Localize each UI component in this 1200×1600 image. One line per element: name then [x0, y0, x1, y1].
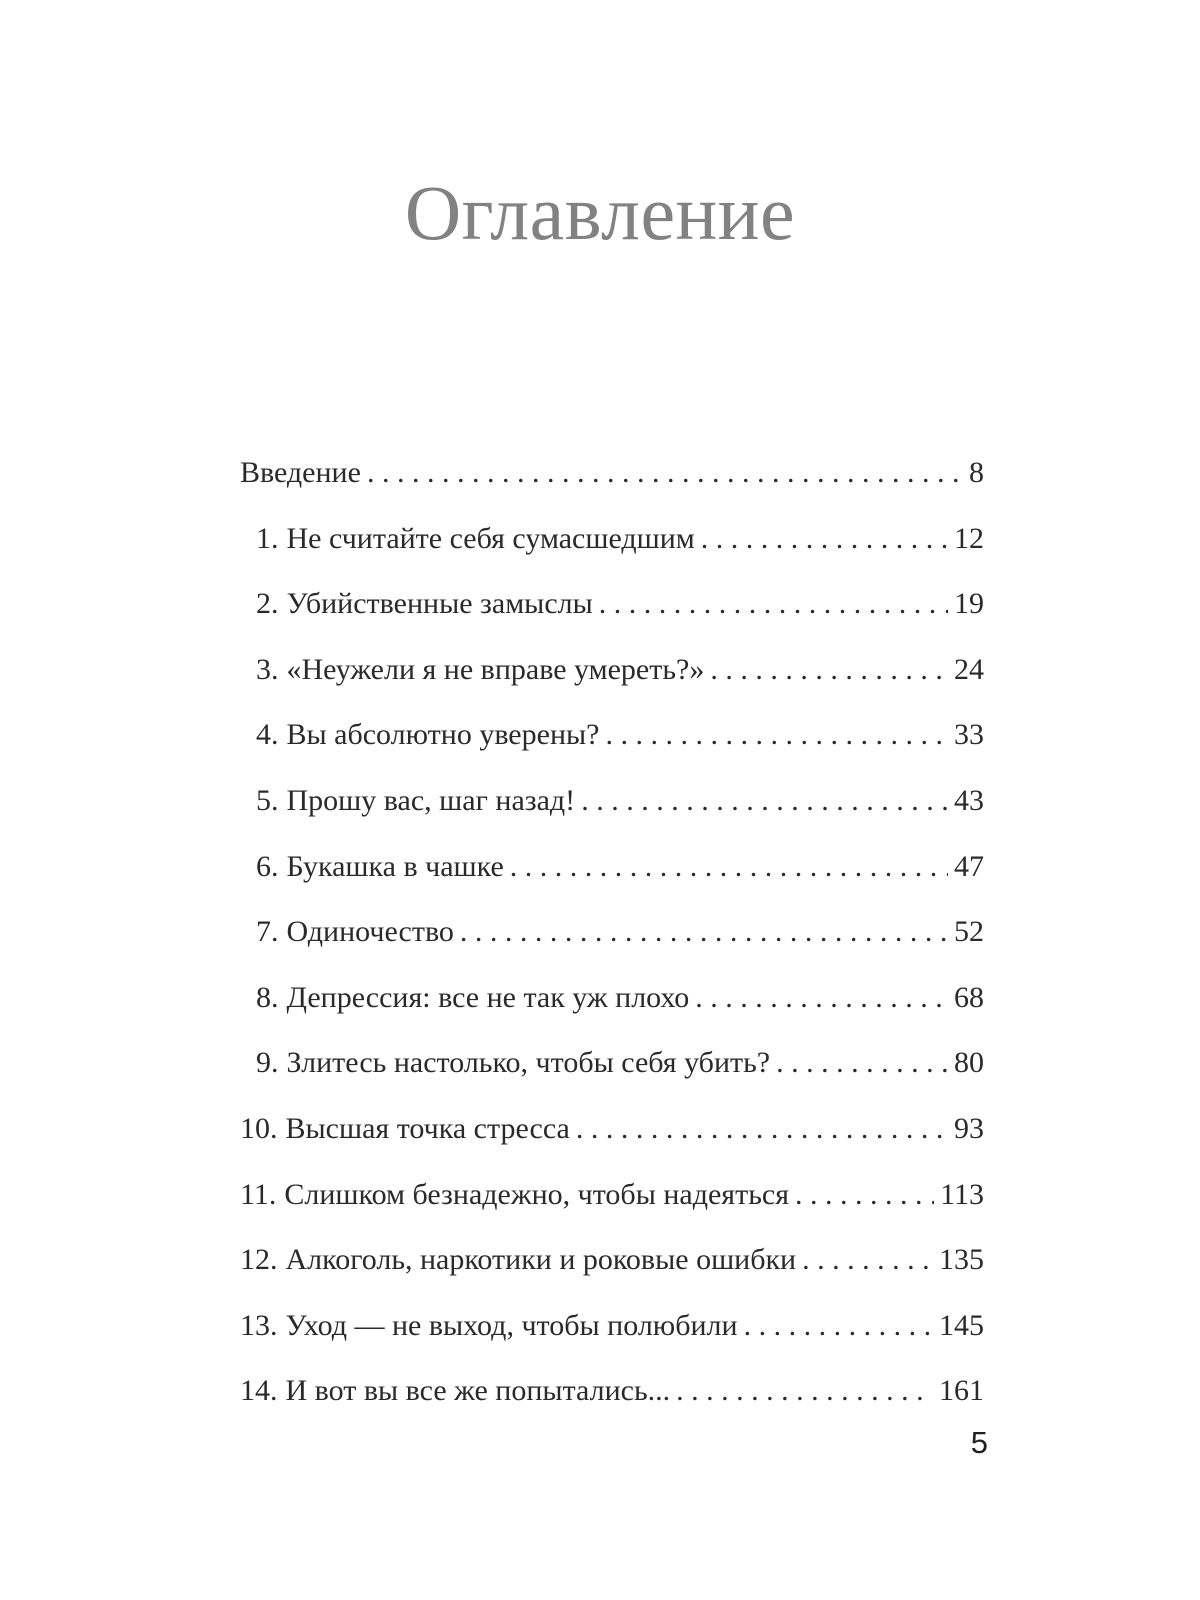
- toc-entry: [240, 1308, 984, 1374]
- toc-leader-dots: [605, 717, 948, 753]
- toc-leader-dots: [802, 1242, 933, 1278]
- toc-entry-title: И вот вы все же попытались...: [285, 1374, 671, 1408]
- toc-entry-page: 161: [939, 1374, 984, 1408]
- toc-entry-page: 19: [954, 587, 984, 621]
- toc-entry-number: 10.: [240, 1111, 278, 1145]
- toc-leader-dots: [576, 1111, 948, 1147]
- toc-entry: [240, 980, 984, 1046]
- toc-entry-page: 33: [954, 718, 984, 752]
- toc-entry-number: 4.: [256, 718, 279, 752]
- toc-entry: [240, 1111, 984, 1177]
- toc-entry-title: Уход — не выход, чтобы полюбили: [285, 1308, 738, 1342]
- toc-leader-dots: [599, 586, 948, 622]
- toc-entry-number: 8.: [256, 980, 279, 1014]
- toc-entry-title: «Неужели я не вправе умереть?»: [286, 652, 705, 686]
- toc-leader-dots: [776, 1045, 948, 1081]
- toc-leader-dots: [701, 521, 948, 557]
- toc-leader-dots: [581, 783, 948, 819]
- toc-entry: [240, 717, 984, 783]
- toc-entry-page: 68: [954, 980, 984, 1014]
- toc-entry-page: 8: [969, 456, 984, 489]
- toc-entry-page: 43: [954, 783, 984, 817]
- toc-entry: [240, 914, 984, 980]
- toc-leader-dots: [510, 849, 948, 885]
- toc-leader-dots: [744, 1308, 933, 1344]
- toc-entry-number: 9.: [256, 1046, 279, 1080]
- toc-entry-title: Одиночество: [286, 915, 454, 949]
- toc-entry-title: Злитесь настолько, чтобы себя убить?: [286, 1046, 771, 1080]
- toc-entry-number: 12.: [240, 1243, 278, 1277]
- toc-entry-number: 1.: [256, 521, 279, 555]
- toc-entry: [240, 1242, 984, 1308]
- toc-entry-title: Убийственные замыслы: [286, 587, 593, 621]
- toc-entry-number: 11.: [240, 1177, 277, 1211]
- toc-leader-dots: [695, 980, 948, 1016]
- toc-entry-number: 13.: [240, 1308, 278, 1342]
- toc-entry-page: 52: [954, 915, 984, 949]
- toc-entry: [240, 1373, 984, 1439]
- toc-leader-dots: [676, 1373, 933, 1409]
- toc-entry: [240, 1045, 984, 1111]
- toc-entry-number: 7.: [256, 915, 279, 949]
- toc-entry-number: 14.: [240, 1374, 278, 1408]
- toc-entry: [240, 783, 984, 849]
- toc-entry-intro: [240, 455, 984, 521]
- toc-entry-title: Не считайте себя сумасшедшим: [286, 521, 695, 555]
- toc-leader-dots: [795, 1177, 934, 1213]
- toc-entry-page: 135: [939, 1243, 984, 1277]
- toc-entry-page: 12: [954, 521, 984, 555]
- toc-entry-number: 2.: [256, 587, 279, 621]
- toc-entry-number: 6.: [256, 849, 279, 883]
- toc-entry: [240, 586, 984, 652]
- toc-entry-page: 47: [954, 849, 984, 883]
- toc-entry-page: 24: [954, 652, 984, 686]
- toc-entry-title: Высшая точка стресса: [285, 1111, 570, 1145]
- toc-entry-title: Прошу вас, шаг назад!: [286, 783, 576, 817]
- toc-entry-title: Депрессия: все не так уж плохо: [286, 980, 690, 1014]
- toc-entry-title: Вы абсолютно уверены?: [286, 718, 600, 752]
- page-number: 5: [970, 1425, 988, 1460]
- toc-entry-title: Букашка в чашке: [286, 849, 504, 883]
- toc-leader-dots: [710, 652, 948, 688]
- table-of-contents: [240, 455, 984, 1439]
- toc-entry-number: 3.: [256, 652, 279, 686]
- toc-entry: [240, 521, 984, 587]
- page-title: Оглавление: [404, 169, 796, 256]
- toc-leader-dots: [367, 455, 963, 491]
- toc-entry-page: 93: [954, 1111, 984, 1145]
- toc-entry-title: Алкоголь, наркотики и роковые ошибки: [285, 1243, 797, 1277]
- toc-entry: [240, 1177, 984, 1243]
- toc-entry-title: Введение: [240, 456, 361, 489]
- toc-entry-page: 80: [954, 1046, 984, 1080]
- toc-leader-dots: [460, 914, 948, 950]
- toc-entry-page: 145: [939, 1308, 984, 1342]
- toc-entry-page: 113: [940, 1177, 984, 1211]
- toc-entry-title: Слишком безнадежно, чтобы надеяться: [284, 1177, 789, 1211]
- toc-entry: [240, 652, 984, 718]
- toc-entry-number: 5.: [256, 783, 279, 817]
- toc-entry: [240, 849, 984, 915]
